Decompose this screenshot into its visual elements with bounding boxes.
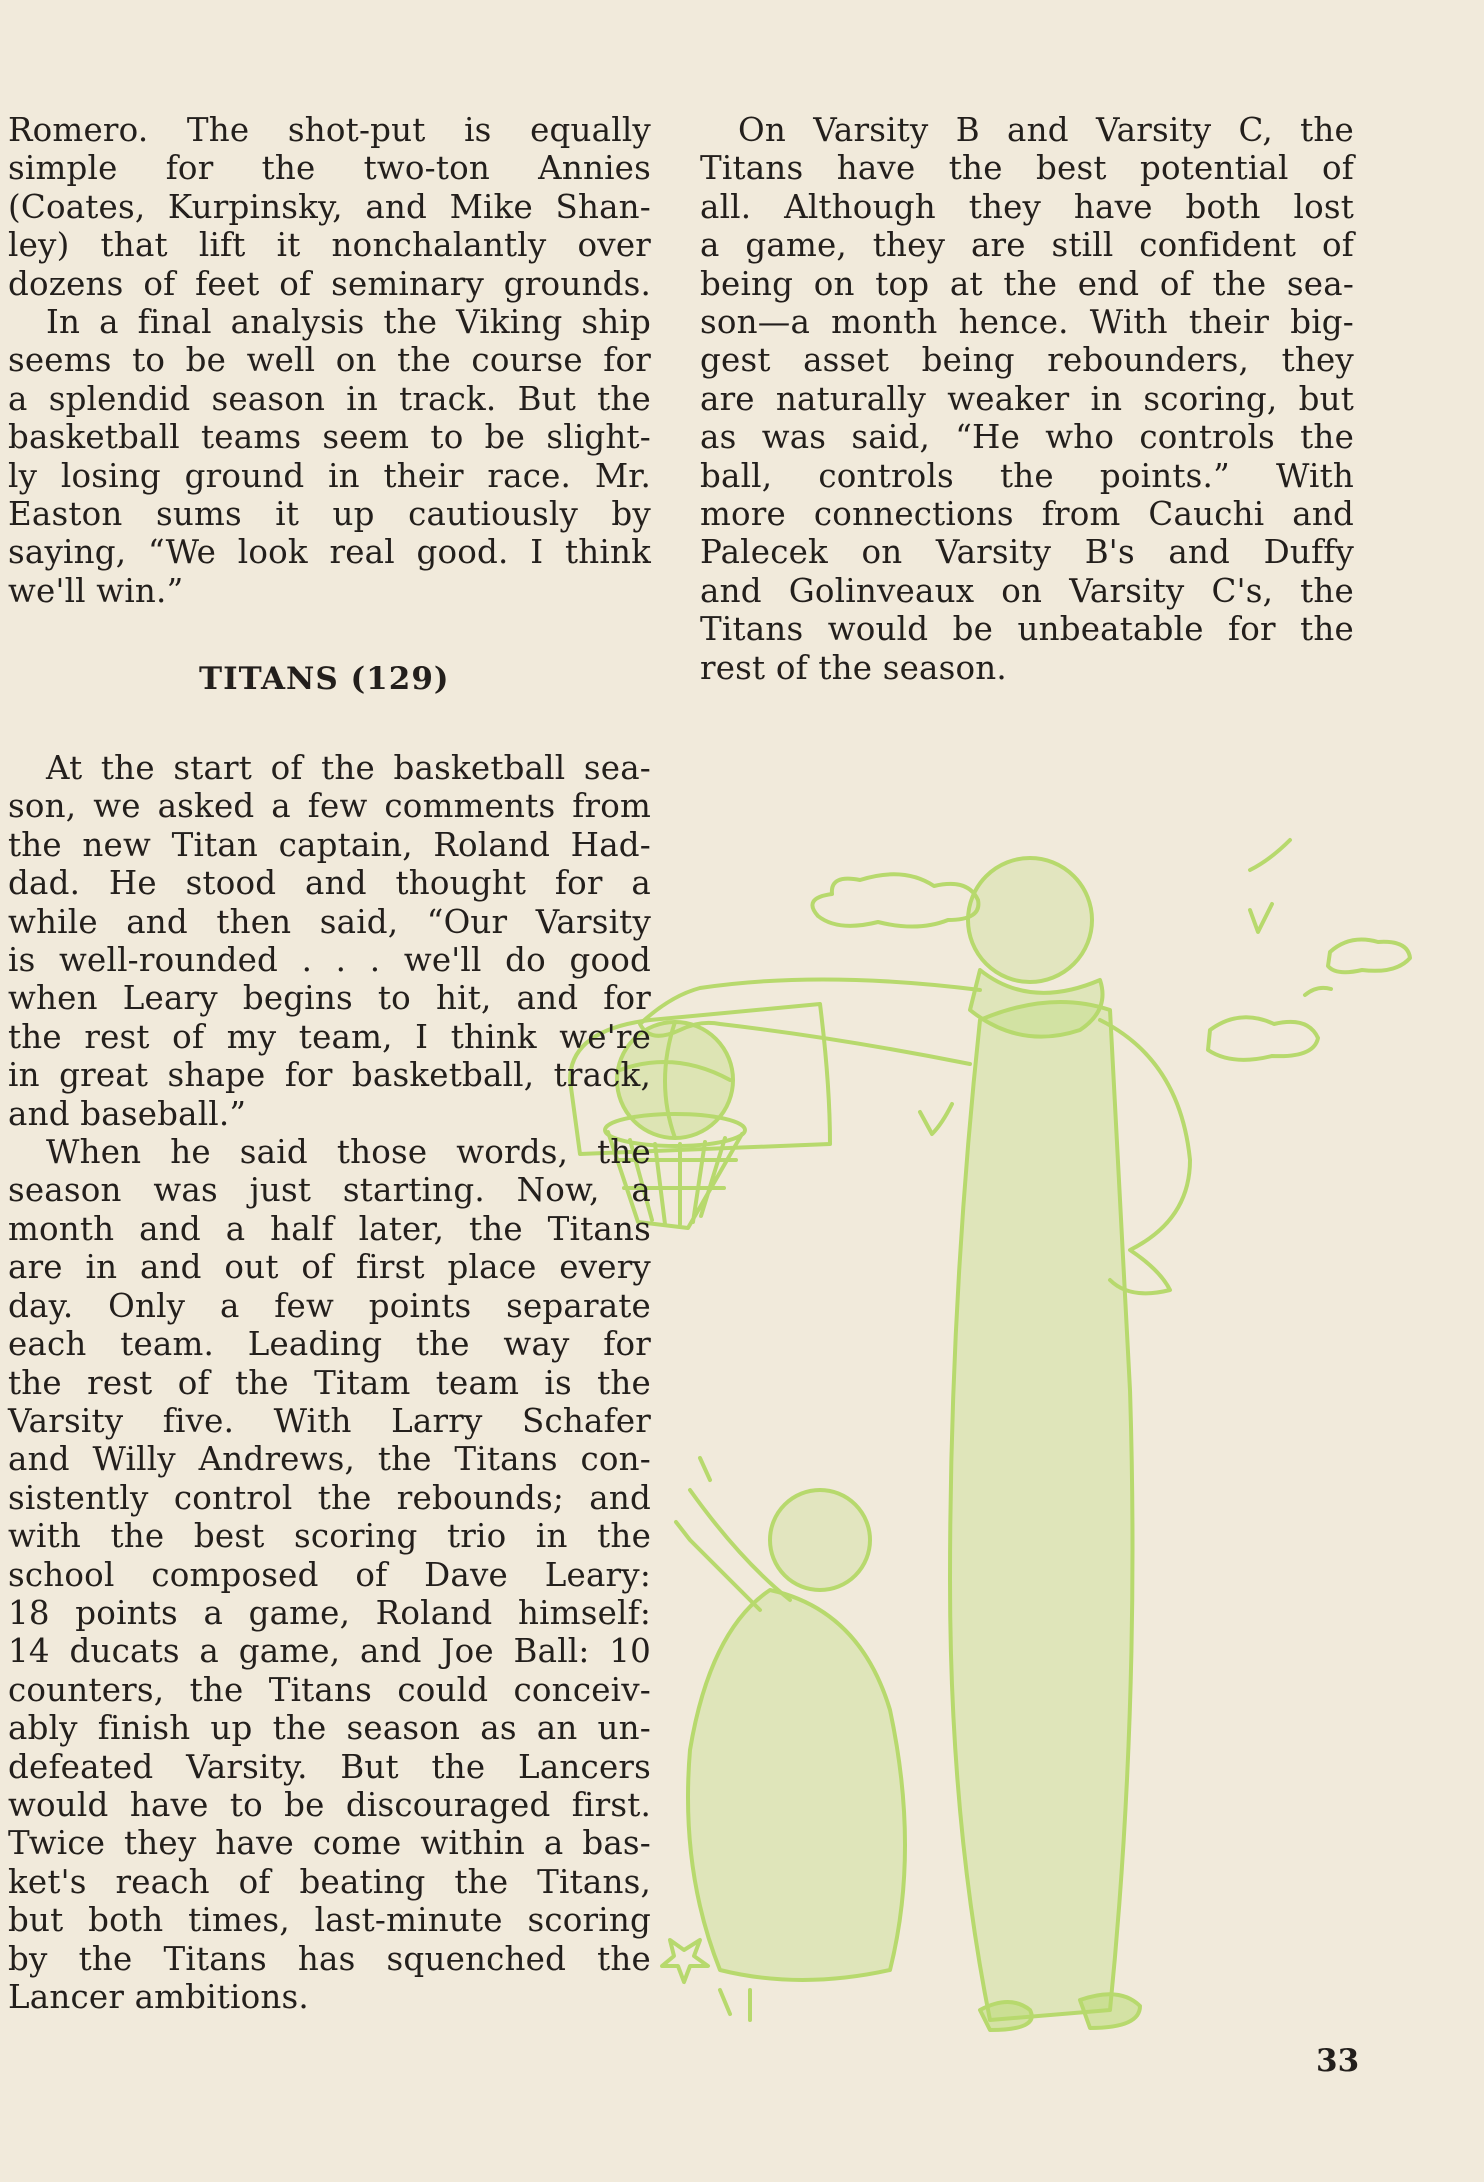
cloud-right-top bbox=[1328, 940, 1410, 973]
text-line: as was said, “He who controls the bbox=[700, 418, 1354, 457]
text-line: are naturally weaker in scoring, but bbox=[700, 379, 1354, 418]
text-line: son—a month hence. With their big- bbox=[700, 303, 1354, 342]
left-column-top bbox=[8, 111, 651, 610]
text-line: Titans would be unbeatable for the bbox=[700, 610, 1354, 649]
text-line: In a final analysis the Viking ship bbox=[46, 303, 651, 342]
text-line: but both times, last-minute scoring bbox=[8, 1901, 651, 1940]
text-line: day. Only a few points separate bbox=[8, 1286, 651, 1325]
text-line: when Leary begins to hit, and for bbox=[8, 979, 651, 1018]
text-line: seems to be well on the course for bbox=[8, 341, 651, 380]
small-monk-head bbox=[770, 1490, 870, 1590]
text-line: by the Titans has squenched the bbox=[8, 1939, 651, 1978]
text-line: the new Titan captain, Roland Had- bbox=[8, 825, 651, 864]
text-line: the rest of my team, I think we're bbox=[8, 1017, 651, 1056]
text-line: in great shape for basketball, track, bbox=[8, 1056, 651, 1095]
tall-monk-robe bbox=[950, 1002, 1133, 2020]
text-line: we'll win.” bbox=[8, 571, 184, 610]
text-line: saying, “We look real good. I think bbox=[8, 533, 651, 572]
text-line: would have to be discouraged first. bbox=[8, 1785, 651, 1824]
right-column-top bbox=[700, 111, 1354, 687]
text-line: dozens of feet of seminary grounds. bbox=[8, 264, 651, 303]
text-line: while and then said, “Our Varsity bbox=[8, 902, 651, 941]
text-line: Easton sums it up cautiously by bbox=[8, 495, 651, 534]
text-line: the rest of the Titam team is the bbox=[8, 1363, 651, 1402]
text-line: Romero. The shot-put is equally bbox=[8, 111, 651, 149]
text-line: ley) that lift it nonchalantly over bbox=[8, 226, 651, 265]
text-line: (Coates, Kurpinsky, and Mike Shan- bbox=[8, 187, 651, 226]
text-line: dad. He stood and thought for a bbox=[8, 864, 651, 903]
text-line: defeated Varsity. But the Lancers bbox=[8, 1747, 651, 1786]
bird bbox=[1305, 988, 1331, 995]
text-line: are in and out of first place every bbox=[8, 1248, 651, 1287]
text-line: being on top at the end of the sea- bbox=[700, 264, 1354, 303]
section-heading: TITANS (129) bbox=[199, 661, 450, 697]
text-line: gest asset being rebounders, they bbox=[700, 341, 1354, 380]
page-number: 33 bbox=[1316, 2043, 1360, 2079]
text-line: each team. Leading the way for bbox=[8, 1325, 651, 1364]
text-line: 18 points a game, Roland himself: bbox=[8, 1593, 651, 1632]
text-line: Varsity five. With Larry Schafer bbox=[8, 1401, 651, 1440]
left-column-bottom bbox=[8, 749, 651, 2016]
tall-monk-head bbox=[968, 858, 1092, 982]
text-line: At the start of the basketball sea- bbox=[46, 749, 651, 787]
text-line: season was just starting. Now, a bbox=[8, 1171, 651, 1210]
text-line: with the best scoring trio in the bbox=[8, 1517, 651, 1556]
text-line: ably finish up the season as an un- bbox=[8, 1709, 651, 1748]
cloud-left bbox=[812, 874, 978, 926]
small-monk-body bbox=[688, 1590, 905, 1980]
cloud-right-mid bbox=[1208, 1017, 1318, 1060]
text-line: school composed of Dave Leary: bbox=[8, 1555, 651, 1594]
text-line: counters, the Titans could conceiv- bbox=[8, 1670, 651, 1709]
text-line: Palecek on Varsity B's and Duffy bbox=[700, 533, 1354, 572]
text-line: On Varsity B and Varsity C, the bbox=[738, 111, 1354, 149]
text-line: ly losing ground in their race. Mr. bbox=[8, 456, 651, 495]
text-line: ball, controls the points.” With bbox=[700, 456, 1354, 495]
text-line: and Golinveaux on Varsity C's, the bbox=[700, 571, 1354, 610]
text-line: Titans have the best potential of bbox=[700, 149, 1354, 188]
text-line: Twice they have come within a bas- bbox=[8, 1824, 651, 1863]
text-line: ket's reach of beating the Titans, bbox=[8, 1862, 651, 1901]
text-line: and Willy Andrews, the Titans con- bbox=[8, 1440, 651, 1479]
text-line: a game, they are still confident of bbox=[700, 226, 1354, 265]
text-line: When he said those words, the bbox=[46, 1133, 651, 1172]
text-line: sistently control the rebounds; and bbox=[8, 1478, 651, 1517]
text-line: is well-rounded . . . we'll do good bbox=[8, 941, 651, 980]
text-line: 14 ducats a game, and Joe Ball: 10 bbox=[8, 1632, 651, 1671]
text-line: month and a half later, the Titans bbox=[8, 1209, 651, 1248]
text-line: Lancer ambitions. bbox=[8, 1978, 309, 2016]
bird bbox=[1250, 904, 1272, 932]
text-line: all. Although they have both lost bbox=[700, 187, 1354, 226]
monks-basketball-illustration bbox=[560, 820, 1440, 2040]
bird bbox=[920, 1104, 952, 1134]
text-line: son, we asked a few comments from bbox=[8, 787, 651, 826]
text-line: basketball teams seem to be slight- bbox=[8, 418, 651, 457]
text-line: a splendid season in track. But the bbox=[8, 379, 651, 418]
text-line: simple for the two-ton Annies bbox=[8, 149, 651, 188]
bird bbox=[1250, 840, 1290, 870]
text-line: and baseball.” bbox=[8, 1094, 247, 1133]
impact-star bbox=[662, 1940, 708, 1982]
text-line: more connections from Cauchi and bbox=[700, 495, 1354, 534]
text-line: rest of the season. bbox=[700, 648, 1007, 687]
